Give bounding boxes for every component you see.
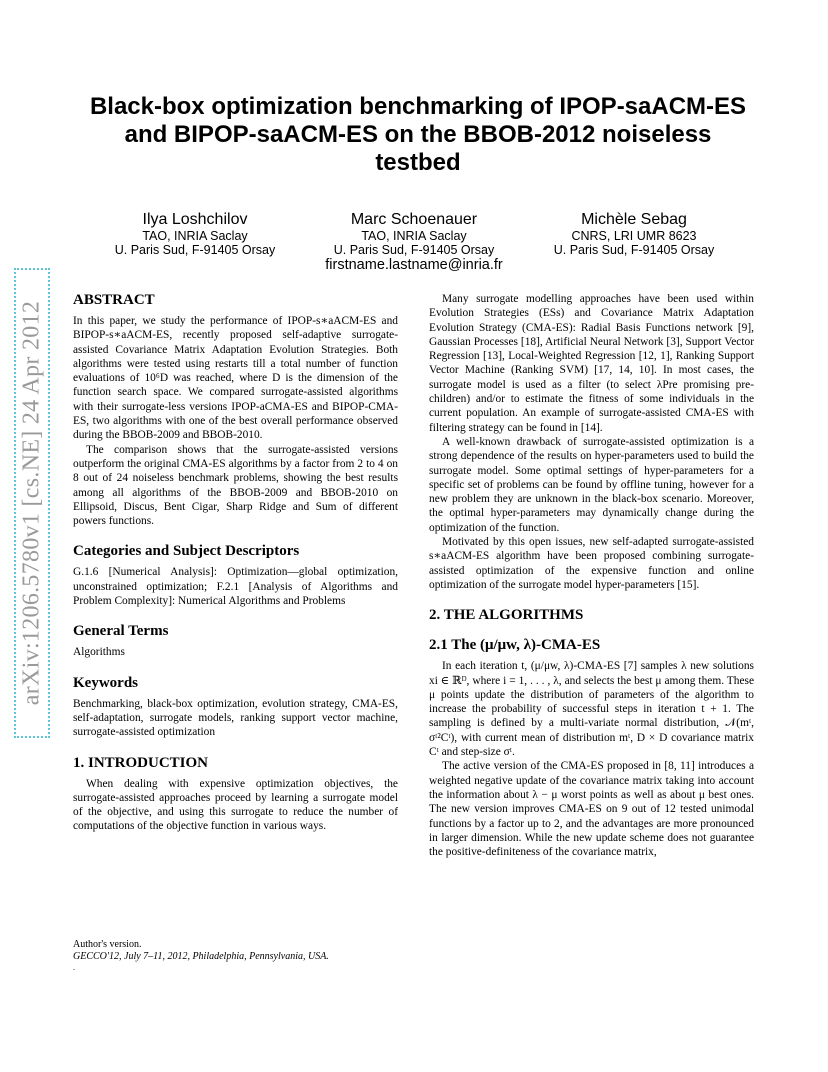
author-name: Michèle Sebag [581, 211, 687, 228]
categories-heading: Categories and Subject Descriptors [73, 543, 300, 560]
algorithms-paragraph-1: In each iteration t, (μ/μw, λ)-CMA-ES [7] samples λ new solutions xi ∈ ℝᴰ, where i = 1, . . . , λ, and selects the best μ among them. These μ points update the distribution of parameters of the algorithm to increase the probability of successful steps in iteration t + 1. The sampling is defined by a multi-variate normal distribution, 𝒩(mᵗ, σᵗ²Cᵗ), with current mean of distribution mᵗ, D × D covariance matrix Cᵗ and step-size σᵗ. [429, 660, 754, 759]
algorithms-heading: 2. THE ALGORITHMS [429, 607, 584, 624]
footnote [73, 939, 398, 973]
footnote-line-3: . [73, 963, 75, 972]
author-address: U. Paris Sud, F-91405 Orsay [333, 243, 495, 257]
categories-text: G.1.6 [Numerical Analysis]: Optimization—global optimization, unconstrained optimization; F.2.1 [Analysis of Algorithms and Problem Complexity]: Numerical Algorithms and Problems [73, 566, 398, 608]
paper-title: Black-box optimization benchmarking of IPOP-saACM-ES and BIPOP-saACM-ES on the BBOB-2012 noiseless testbed [89, 93, 747, 176]
keywords-heading: Keywords [73, 674, 138, 691]
introduction-paragraph-3: A well-known drawback of surrogate-assisted optimization is a strong dependence of the results on hyper-parameters used to build the surrogate model. Some optimal settings of hyper-parameters for a specific set of problems can be found by offline tuning, however for a new problem they are unknown in the black-box scenario. Moreover, the optimal hyper-parameters may dynamically change during the optimization of the function. [429, 435, 754, 534]
general-terms-heading: General Terms [73, 623, 169, 640]
keywords-text: Benchmarking, black-box optimization, evolution strategy, CMA-ES, self-adaptation, surrogate models, ranking support vector machine, surrogate-assisted optimization [73, 697, 398, 739]
introduction-heading: 1. INTRODUCTION [73, 754, 209, 771]
abstract-paragraph-2: The comparison shows that the surrogate-assisted versions outperform the original CMA-ES algorithms by a factor from 2 to 4 on 8 out of 24 noiseless benchmark problems, showing the best results among all algorithms of the BBOB-2009 and BBOB-2010 on Ellipsoid, Discus, Bent Cigar, Sharp Ridge and Sum of different powers functions. [73, 443, 398, 528]
abstract-paragraph-1: In this paper, we study the performance of IPOP-s∗aACM-ES and BIPOP-s∗aACM-ES, recently proposed self-adaptive surrogate-assisted Covariance Matrix Adaptation Evolution Strategies. Both algorithms were tested using restarts till a total number of function evaluations of 10⁶D was reached, where D is the dimension of the function search space. We compared surrogate-assisted algorithms with their surrogate-less versions IPOP-aCMA-ES and BIPOP-CMA-ES, two algorithms with one of the best overall performance observed during the BBOB-2009 and BBOB-2010. [73, 315, 398, 442]
footnote-line-1: Author's version. [73, 939, 142, 950]
author-block-3 [532, 211, 736, 257]
author-affiliation: TAO, INRIA Saclay [361, 229, 467, 243]
algorithms-paragraph-2: The active version of the CMA-ES proposed in [8, 11] introduces a weighted negative update of the covariance matrix taking into account the information about λ − μ worst points as well as about μ best ones. The new version improves CMA-ES on 9 out of 12 tested unimodal functions by a factor up to 2, and the advantages are more pronounced in larger dimension. While the new update scheme does not guarantee the positive-definiteness of the covariance matrix, [429, 760, 754, 859]
right-column [429, 292, 754, 859]
introduction-paragraph-4: Motivated by this open issues, new self-adapted surrogate-assisted s∗aACM-ES algorithm have been proposed combining surrogate-assisted optimization of the expensive function and online optimization of the surrogate model hyper-parameters [15]. [429, 536, 754, 591]
abstract-heading: ABSTRACT [73, 292, 155, 308]
left-column [73, 291, 398, 834]
general-terms-text: Algorithms [73, 646, 125, 659]
footnote-venue: GECCO'12, July 7–11, 2012, Philadelphia, Pennsylvania, USA. [73, 951, 329, 962]
arxiv-stamp-text: arXiv:1206.5780v1 [cs.NE] 24 Apr 2012 [18, 300, 45, 706]
arxiv-stamp [14, 268, 50, 738]
introduction-paragraph-1: When dealing with expensive optimization objectives, the surrogate-assisted approaches proceed by learning a surrogate model of the objective, and using this surrogate to reduce the number of computations of the objective function in various ways. [73, 777, 398, 833]
author-affiliation: CNRS, LRI UMR 8623 [571, 229, 697, 243]
author-affiliation: TAO, INRIA Saclay [142, 229, 248, 243]
author-email: firstname.lastname@inria.fr [325, 257, 503, 273]
author-block-2 [314, 211, 514, 273]
author-block-1 [96, 211, 294, 257]
author-name: Ilya Loshchilov [142, 211, 248, 228]
author-name: Marc Schoenauer [350, 211, 478, 228]
introduction-paragraph-2: Many surrogate modelling approaches have been used within Evolution Strategies (ESs) and Covariance Matrix Adaptation Evolution Strategy (CMA-ES): Radial Basis Functions network [9], Gaussian Processes [18], Artificial Neural Network [3], Support Vector Regression [13], Local-Weighted Regression [12, 1], Ranking Support Vector Machine (Ranking SVM) [17, 14, 10]. In most cases, the surrogate model is used as a filter (to select λPre promising pre-children) and/or to estimate the fitness of some individuals in the current population. An example of surrogate-assisted CMA-ES with filtering strategy can be found in [14]. [429, 293, 754, 434]
author-address: U. Paris Sud, F-91405 Orsay [114, 243, 276, 257]
author-address: U. Paris Sud, F-91405 Orsay [553, 243, 715, 257]
cma-es-subheading: 2.1 The (μ/μw, λ)-CMA-ES [429, 637, 601, 654]
